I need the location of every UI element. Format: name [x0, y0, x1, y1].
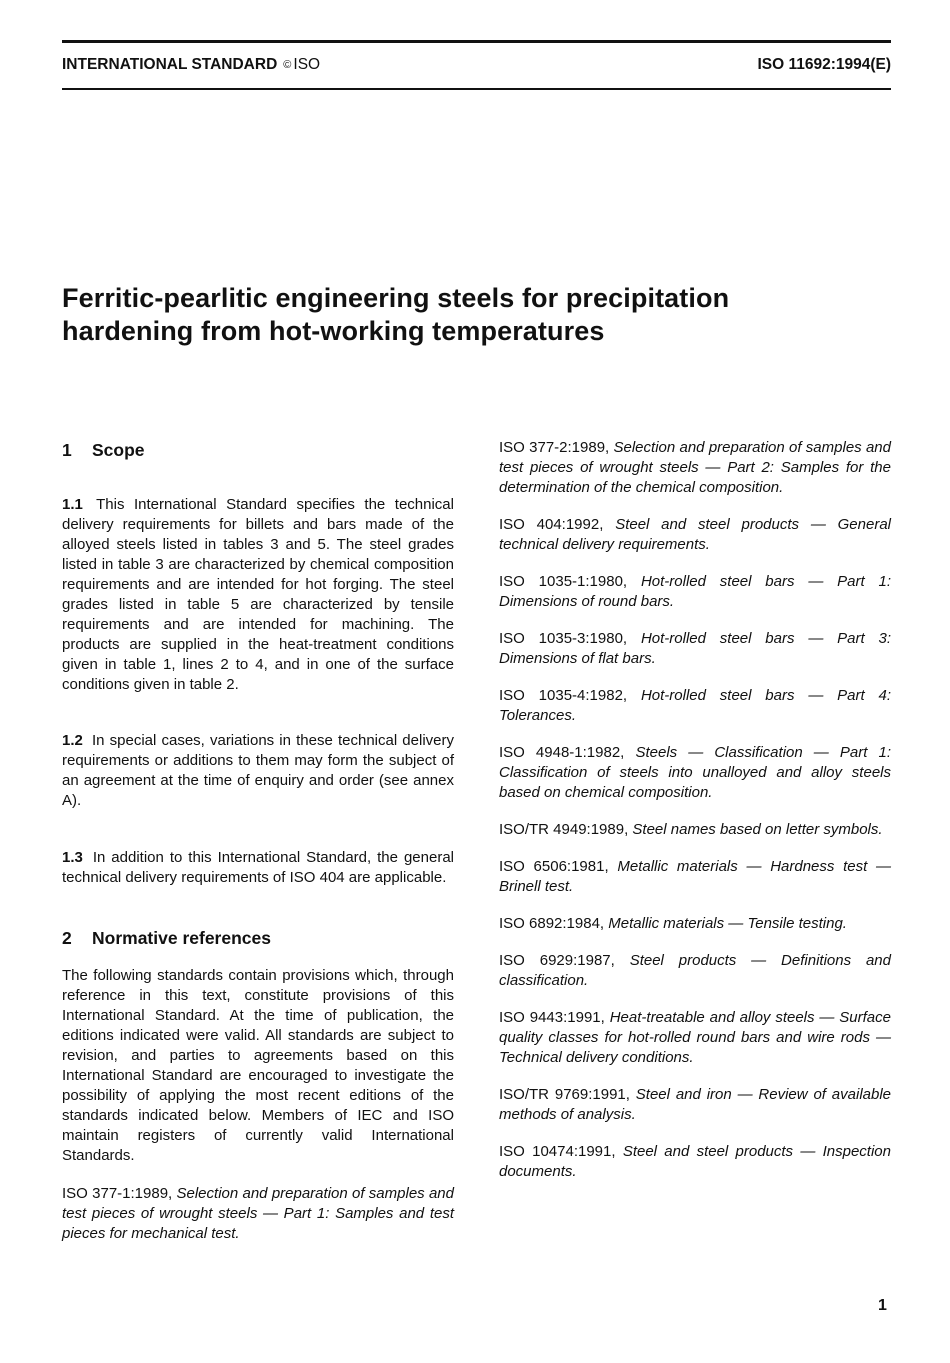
header-org: ISO: [293, 56, 321, 73]
reference-item: [499, 515, 891, 555]
reference-item: [499, 914, 891, 934]
reference-title: Steel names based on letter symbols.: [632, 821, 883, 838]
reference-title: Steel and steel products — Inspection documents.: [499, 1143, 891, 1180]
reference-number: ISO 6929:1987,: [499, 952, 615, 969]
reference-number: ISO 10474:1991,: [499, 1143, 616, 1160]
reference-item: [499, 820, 891, 840]
section-2-intro: The following standards contain provisions which, through reference in this text, constitute provisions of this International Standard. At the time of publication, the editions indicated were valid. All standards are subject to revision, and parties to agreements based on this International Standard are encouraged to investigate the possibility of applying the most recent editions of the standards indicated below. Members of IEC and ISO maintain registers of currently valid International Standards.: [62, 967, 454, 1164]
clause-number: 1.3: [62, 849, 83, 866]
reference-title: Selection and preparation of samples and test pieces of wrought steels — Part 1: Samples and test pieces for mechanical test.: [62, 1185, 454, 1242]
document-number: ISO 11692:1994(E): [757, 56, 891, 73]
reference-item: [499, 1142, 891, 1182]
document-title: [62, 282, 891, 348]
reference-item: [499, 438, 891, 498]
reference-title: Steel products — Definitions and classification.: [499, 952, 891, 989]
reference-title: Metallic materials — Hardness test — Brinell test.: [499, 858, 891, 895]
reference-title: Steels — Classification — Part 1: Classification of steels into unalloyed and alloy steels based on chemical composition.: [499, 744, 892, 801]
reference-title: Hot-rolled steel bars — Part 4: Tolerances.: [499, 687, 892, 724]
clause-text: In special cases, variations in these technical delivery requirements or additions to them may form the subject of an agreement at the time of enquiry and order (see annex A).: [62, 732, 454, 809]
reference-number: ISO 377-1:1989,: [62, 1185, 173, 1202]
page-number: 1: [878, 1297, 887, 1314]
reference-number: ISO 6892:1984,: [499, 915, 605, 932]
reference-item: [499, 1008, 891, 1068]
reference-title: Hot-rolled steel bars — Part 1: Dimensions of round bars.: [499, 573, 892, 610]
section-1-heading: [62, 438, 454, 462]
clause-number: 1.2: [62, 732, 83, 749]
section-1-number: 1: [62, 440, 72, 460]
reference-number: ISO 4948-1:1982,: [499, 744, 625, 761]
reference-title: Steel and iron — Review of available methods of analysis.: [499, 1086, 892, 1123]
standard-label: INTERNATIONAL STANDARD: [62, 56, 278, 73]
title-line-2: hardening from hot-working temperatures: [62, 316, 605, 346]
title-line-1: Ferritic-pearlitic engineering steels for precipitation: [62, 283, 730, 313]
reference-item: [62, 1184, 454, 1244]
left-column: [62, 438, 454, 1244]
reference-item: [499, 629, 891, 669]
reference-number: ISO 1035-4:1982,: [499, 687, 628, 704]
reference-item: [499, 686, 891, 726]
reference-item: [499, 951, 891, 991]
section-2-heading: [62, 926, 454, 950]
right-column: [499, 438, 891, 1182]
section-2-number: 2: [62, 928, 72, 948]
reference-number: ISO 1035-1:1980,: [499, 573, 628, 590]
copyright-symbol: ©: [283, 59, 292, 71]
section-2-title: Normative references: [92, 928, 271, 948]
reference-number: ISO 6506:1981,: [499, 858, 609, 875]
reference-item: [499, 572, 891, 612]
reference-title: Metallic materials — Tensile testing.: [608, 915, 847, 932]
clause-1-2: [62, 731, 454, 811]
reference-title: Hot-rolled steel bars — Part 3: Dimensions of flat bars.: [499, 630, 892, 667]
clause-1-1: [62, 495, 454, 695]
running-header: [62, 56, 891, 78]
reference-item: [499, 1085, 891, 1125]
reference-number: ISO 9443:1991,: [499, 1009, 605, 1026]
section-1-title: Scope: [92, 440, 145, 460]
reference-number: ISO 377-2:1989,: [499, 439, 610, 456]
reference-number: ISO 1035-3:1980,: [499, 630, 628, 647]
reference-number: ISO/TR 9769:1991,: [499, 1086, 630, 1103]
clause-number: 1.1: [62, 496, 83, 513]
reference-title: Selection and preparation of samples and test pieces of wrought steels — Part 2: Samples for the determination of the chemical composition.: [499, 439, 891, 496]
reference-item: [499, 743, 891, 803]
reference-number: ISO 404:1992,: [499, 516, 604, 533]
clause-text: In addition to this International Standard, the general technical delivery requirements of ISO 404 are applicable.: [62, 849, 454, 886]
clause-1-3: [62, 848, 454, 888]
reference-title: Heat-treatable and alloy steels — Surface quality classes for hot-rolled round bars and wire rods — Technical delivery conditions.: [499, 1009, 891, 1066]
header-bottom-rule: [62, 88, 891, 90]
header-top-rule: [62, 40, 891, 43]
clause-text: This International Standard specifies the technical delivery requirements for billets and bars made of the alloyed steels listed in tables 3 and 5. The steel grades listed in table 3 are characterized by chemical composition requirements and are intended for hot forging. The steel grades listed in table 5 are characterized by tensile requirements and are intended for machining. The products are supplied in the heat-treatment conditions given in table 1, lines 2 to 4, and in one of the surface conditions given in table 2.: [62, 496, 454, 693]
reference-number: ISO/TR 4949:1989,: [499, 821, 629, 838]
reference-item: [499, 857, 891, 897]
reference-title: Steel and steel products — General technical delivery requirements.: [499, 516, 891, 553]
header-left: [62, 56, 320, 74]
